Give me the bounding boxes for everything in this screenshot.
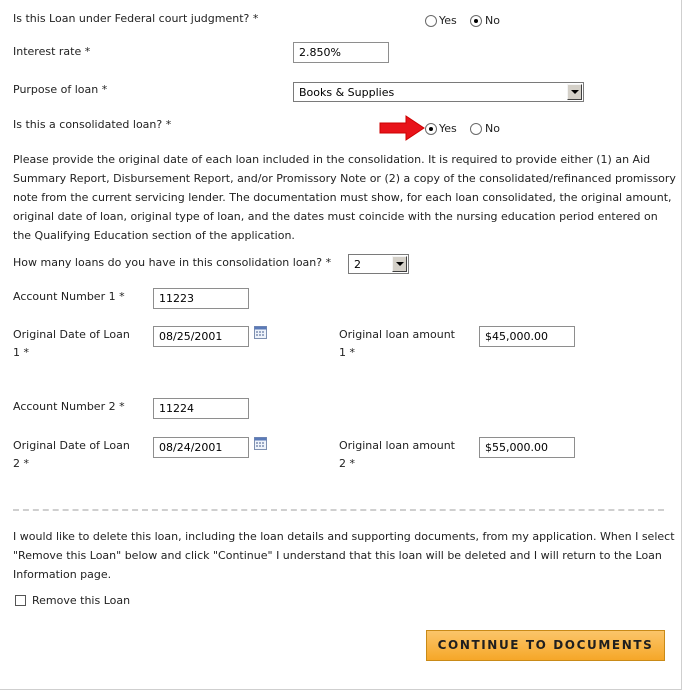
original-amount-1-input[interactable]: $45,000.00: [479, 326, 575, 347]
federal-judgment-no-label: No: [485, 14, 500, 27]
continue-to-documents-button[interactable]: CONTINUE TO DOCUMENTS: [426, 630, 665, 661]
original-date-2-input[interactable]: 08/24/2001: [153, 437, 249, 458]
federal-judgment-no-radio[interactable]: [470, 15, 482, 27]
federal-judgment-label: Is this Loan under Federal court judgment? *: [13, 12, 259, 25]
loan-count-label: How many loans do you have in this consolidation loan? *: [13, 256, 332, 269]
calendar-icon[interactable]: [254, 437, 267, 450]
original-date-1-input[interactable]: 08/25/2001: [153, 326, 249, 347]
consolidated-loan-label: Is this a consolidated loan? *: [13, 118, 172, 131]
remove-loan-label: Remove this Loan: [32, 594, 131, 607]
red-arrow-icon: [378, 114, 426, 142]
consolidated-yes-label: Yes: [439, 122, 457, 135]
original-amount-2-label: Original loan amount: [339, 439, 455, 452]
loan-purpose-value: Books & Supplies: [299, 86, 395, 99]
interest-rate-input[interactable]: 2.850%: [293, 42, 389, 63]
consolidation-instructions: Please provide the original date of each loan included in the consolidation. It is required to provide either (1) an Aid Summary Report, Disbursement Report, and/or Promissory Note or (2) a copy of the consolidated/refinanced promissory note from the current servicing lender. The documentation must show, for each loan consolidated, the original amount, original date of loan, original type of loan, and the dates must coincide with the nursing education period entered on the Qualifying Education section of the application.: [13, 153, 676, 242]
original-date-1-label: Original Date of Loan: [13, 328, 130, 341]
federal-judgment-yes-radio[interactable]: [425, 15, 437, 27]
account-number-1-input[interactable]: 11223: [153, 288, 249, 309]
account-number-2-input[interactable]: 11224: [153, 398, 249, 419]
consolidated-yes-radio[interactable]: [425, 123, 437, 135]
delete-loan-info: I would like to delete this loan, including the loan details and supporting documents, from my application. When I select "Remove this Loan" below and click "Continue" I understand that this loan will be deleted and I will return to the Loan Information page.: [13, 530, 675, 581]
section-divider: [13, 509, 664, 511]
loan-count-select[interactable]: [348, 254, 409, 274]
remove-loan-checkbox[interactable]: [15, 595, 26, 606]
original-amount-1-label: Original loan amount: [339, 328, 455, 341]
account-number-1-label: Account Number 1 *: [13, 290, 125, 303]
original-date-1-label-suffix: 1 *: [13, 346, 29, 359]
federal-judgment-yes-label: Yes: [439, 14, 457, 27]
account-number-2-label: Account Number 2 *: [13, 400, 125, 413]
loan-count-value: 2: [354, 258, 361, 271]
dropdown-arrow-icon[interactable]: [567, 84, 582, 100]
loan-purpose-label: Purpose of loan *: [13, 83, 108, 96]
loan-purpose-select[interactable]: [293, 82, 584, 102]
calendar-icon[interactable]: [254, 326, 267, 339]
original-amount-2-label-suffix: 2 *: [339, 457, 355, 470]
dropdown-arrow-icon[interactable]: [392, 256, 407, 272]
original-date-2-label: Original Date of Loan: [13, 439, 130, 452]
interest-rate-label: Interest rate *: [13, 45, 91, 58]
original-amount-2-input[interactable]: $55,000.00: [479, 437, 575, 458]
original-date-2-label-suffix: 2 *: [13, 457, 29, 470]
consolidated-no-radio[interactable]: [470, 123, 482, 135]
original-amount-1-label-suffix: 1 *: [339, 346, 355, 359]
consolidated-no-label: No: [485, 122, 500, 135]
